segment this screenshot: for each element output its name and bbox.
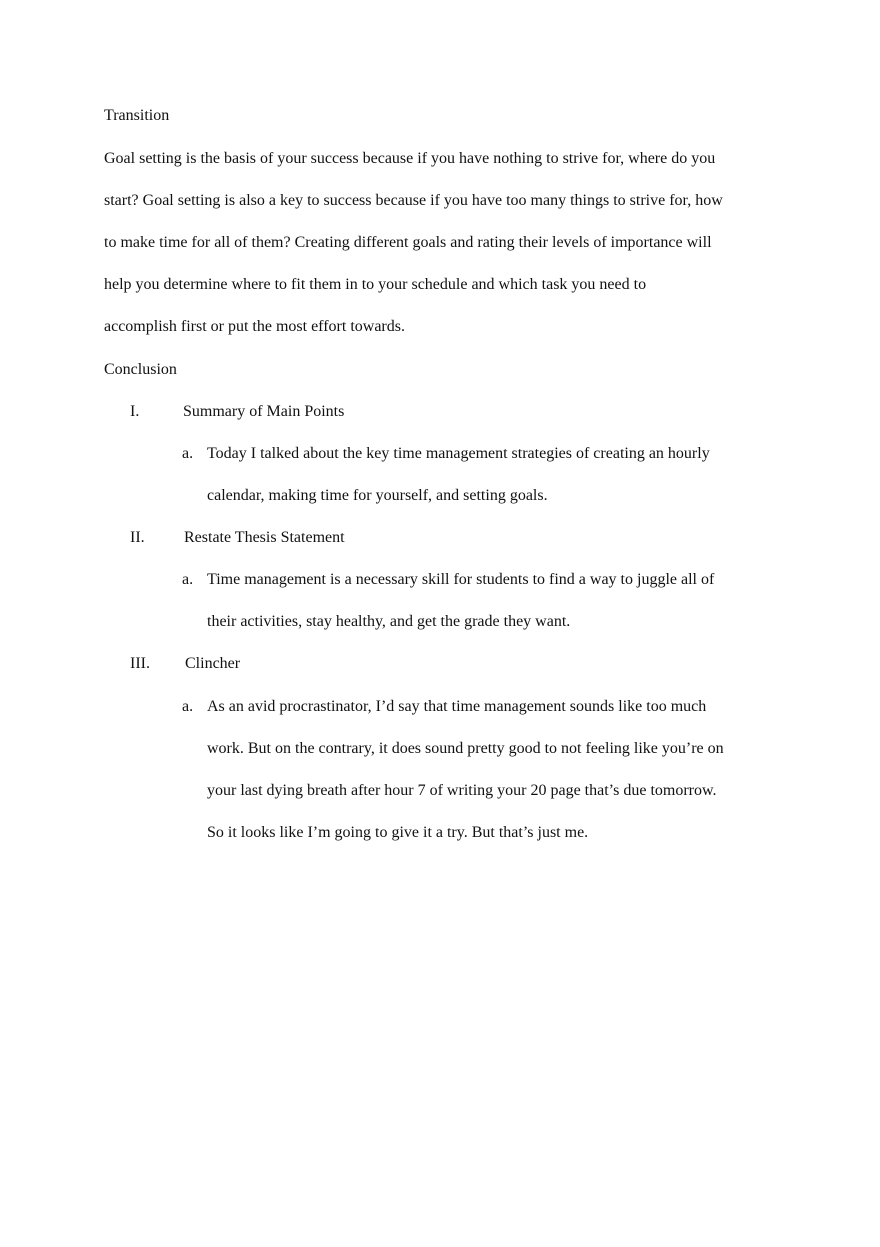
- transition-line: help you determine where to fit them in to your schedule and which task you need to: [104, 276, 647, 293]
- item-line: your last dying breath after hour 7 of writing your 20 page that’s due tomorrow.: [207, 782, 717, 799]
- item-marker: a.: [182, 698, 194, 715]
- transition-heading: Transition: [104, 107, 170, 124]
- transition-line: accomplish first or put the most effort towards.: [104, 318, 405, 335]
- item-line: Time management is a necessary skill for students to find a way to juggle all of: [207, 571, 715, 588]
- section-title-summary: Summary of Main Points: [183, 403, 345, 420]
- section-title-clincher: Clincher: [185, 655, 241, 672]
- item-marker: a.: [182, 445, 194, 462]
- item-line: Today I talked about the key time management strategies of creating an hourly: [207, 445, 710, 462]
- item-line: calendar, making time for yourself, and setting goals.: [207, 487, 548, 504]
- item-line: their activities, stay healthy, and get the grade they want.: [207, 613, 571, 630]
- item-line: work. But on the contrary, it does sound pretty good to not feeling like you’re on: [207, 740, 724, 757]
- item-marker: a.: [182, 571, 194, 588]
- item-line: As an avid procrastinator, I’d say that time management sounds like too much: [207, 698, 707, 715]
- transition-line: start? Goal setting is also a key to success because if you have too many things to strive for, how: [104, 192, 723, 209]
- section-title-thesis: Restate Thesis Statement: [184, 529, 345, 546]
- transition-line: Goal setting is the basis of your success because if you have nothing to strive for, where do you: [104, 150, 716, 167]
- section-numeral: I.: [130, 403, 140, 420]
- section-numeral: III.: [130, 655, 150, 672]
- transition-line: to make time for all of them? Creating different goals and rating their levels of importance will: [104, 234, 712, 251]
- conclusion-heading: Conclusion: [104, 361, 177, 378]
- item-line: So it looks like I’m going to give it a try. But that’s just me.: [207, 824, 589, 841]
- section-numeral: II.: [130, 529, 145, 546]
